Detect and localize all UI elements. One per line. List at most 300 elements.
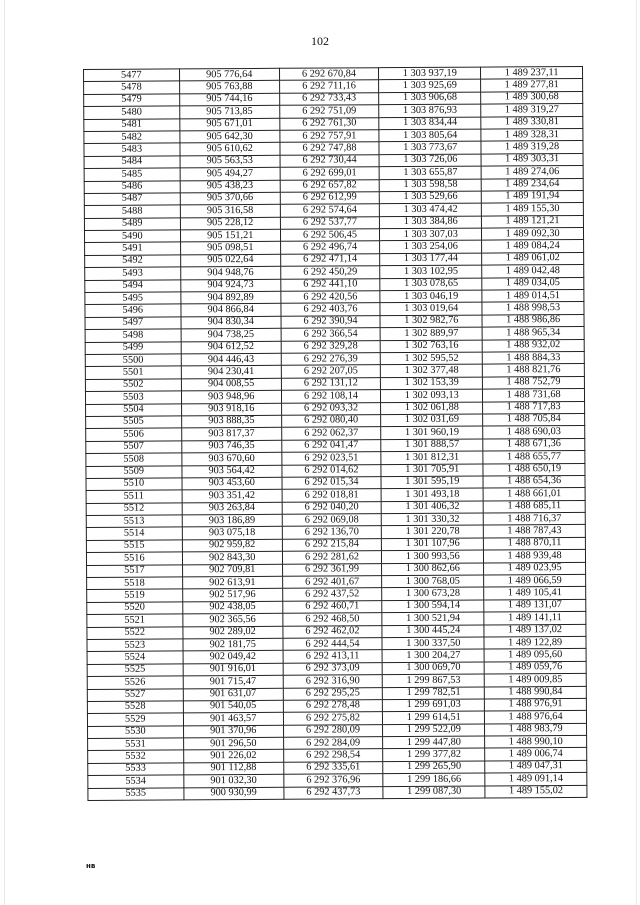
y-coordinate-cell: 6 292 023,51 (281, 452, 381, 465)
y2-coordinate-cell: 1 488 717,83 (483, 401, 585, 414)
x2-coordinate-cell: 1 303 906,68 (379, 92, 481, 105)
x2-coordinate-cell: 1 299 377,82 (383, 749, 485, 762)
x2-coordinate-cell: 1 300 204,27 (382, 649, 484, 662)
x2-coordinate-cell: 1 303 078,65 (380, 278, 482, 291)
y2-coordinate-cell: 1 488 787,43 (483, 525, 585, 538)
y-coordinate-cell: 6 292 136,70 (282, 526, 382, 539)
y2-coordinate-cell: 1 489 009,85 (484, 674, 586, 687)
y2-coordinate-cell: 1 488 870,11 (484, 537, 586, 550)
x2-coordinate-cell: 1 300 862,66 (382, 563, 484, 576)
x-coordinate-cell: 905 744,16 (179, 93, 279, 106)
y2-coordinate-cell: 1 489 237,11 (481, 66, 583, 79)
y-coordinate-cell: 6 292 080,40 (281, 415, 381, 428)
y2-coordinate-cell: 1 489 095,60 (484, 649, 586, 662)
point-number-cell: 5492 (85, 255, 181, 268)
point-number-cell: 5498 (85, 329, 181, 342)
y2-coordinate-cell: 1 489 141,11 (484, 612, 586, 625)
y-coordinate-cell: 6 292 471,14 (280, 254, 380, 267)
x-coordinate-cell: 902 843,30 (182, 552, 282, 565)
x-coordinate-cell: 901 540,05 (183, 700, 283, 713)
y-coordinate-cell: 6 292 574,64 (280, 204, 380, 217)
x-coordinate-cell: 904 866,84 (181, 304, 281, 317)
x-coordinate-cell: 905 563,53 (180, 155, 280, 168)
point-number-cell: 5533 (88, 763, 184, 776)
y-coordinate-cell: 6 292 373,09 (283, 662, 383, 675)
x2-coordinate-cell: 1 301 888,57 (381, 439, 483, 452)
y2-coordinate-cell: 1 489 137,02 (484, 624, 586, 637)
y-coordinate-cell: 6 292 093,32 (281, 402, 381, 415)
y2-coordinate-cell: 1 489 191,94 (481, 190, 583, 203)
x2-coordinate-cell: 1 299 265,90 (383, 761, 485, 774)
x-coordinate-cell: 901 370,96 (183, 725, 283, 738)
x2-coordinate-cell: 1 303 773,67 (379, 141, 481, 154)
point-number-cell: 5527 (87, 688, 183, 701)
y-coordinate-cell: 6 292 280,09 (283, 724, 383, 737)
x2-coordinate-cell: 1 299 447,80 (383, 736, 485, 749)
y-coordinate-cell: 6 292 420,56 (280, 291, 380, 304)
y2-coordinate-cell: 1 488 990,84 (484, 686, 586, 699)
y2-coordinate-cell: 1 489 319,28 (481, 141, 583, 154)
y2-coordinate-cell: 1 489 155,02 (485, 785, 587, 798)
x2-coordinate-cell: 1 303 598,58 (380, 179, 482, 192)
y2-coordinate-cell: 1 489 328,31 (481, 128, 583, 141)
point-number-cell: 5523 (87, 639, 183, 652)
y-coordinate-cell: 6 292 730,44 (280, 154, 380, 167)
x-coordinate-cell: 903 186,89 (182, 514, 282, 527)
y-coordinate-cell: 6 292 215,84 (282, 539, 382, 552)
x2-coordinate-cell: 1 303 726,06 (379, 154, 481, 167)
y-coordinate-cell: 6 292 018,81 (282, 489, 382, 502)
y-coordinate-cell: 6 292 757,91 (279, 130, 379, 143)
point-number-cell: 5514 (86, 527, 182, 540)
x-coordinate-cell: 905 642,30 (180, 130, 280, 143)
point-number-cell: 5479 (84, 94, 180, 107)
point-number-cell: 5524 (87, 651, 183, 664)
y2-coordinate-cell: 1 488 932,02 (482, 339, 584, 352)
x-coordinate-cell: 901 226,02 (183, 750, 283, 763)
x2-coordinate-cell: 1 300 993,56 (382, 550, 484, 563)
y-coordinate-cell: 6 292 390,94 (281, 316, 381, 329)
y2-coordinate-cell: 1 488 983,79 (485, 723, 587, 736)
point-number-cell: 5478 (84, 81, 180, 94)
y2-coordinate-cell: 1 488 976,91 (485, 698, 587, 711)
x2-coordinate-cell: 1 302 982,76 (380, 315, 482, 328)
point-number-cell: 5531 (88, 738, 184, 751)
x-coordinate-cell: 903 075,18 (182, 527, 282, 540)
y2-coordinate-cell: 1 489 105,41 (484, 587, 586, 600)
y-coordinate-cell: 6 292 460,71 (282, 600, 382, 613)
x-coordinate-cell: 905 228,12 (180, 217, 280, 230)
point-number-cell: 5484 (84, 156, 180, 169)
point-number-cell: 5512 (86, 503, 182, 516)
y2-coordinate-cell: 1 488 671,36 (483, 438, 585, 451)
y2-coordinate-cell: 1 489 300,68 (481, 91, 583, 104)
point-number-cell: 5491 (85, 242, 181, 255)
y-coordinate-cell: 6 292 281,62 (282, 551, 382, 564)
scan-edge-right (636, 0, 637, 905)
point-number-cell: 5526 (87, 676, 183, 689)
point-number-cell: 5504 (86, 403, 182, 416)
y2-coordinate-cell: 1 488 650,19 (483, 463, 585, 476)
y-coordinate-cell: 6 292 711,16 (279, 80, 379, 93)
y2-coordinate-cell: 1 488 690,03 (483, 426, 585, 439)
y2-coordinate-cell: 1 489 122,89 (484, 636, 586, 649)
y-coordinate-cell: 6 292 761,30 (279, 117, 379, 130)
y2-coordinate-cell: 1 489 155,30 (482, 203, 584, 216)
x-coordinate-cell: 903 263,84 (182, 502, 282, 515)
x-coordinate-cell: 903 746,35 (182, 440, 282, 453)
point-number-cell: 5519 (87, 589, 183, 602)
y2-coordinate-cell: 1 488 655,77 (483, 451, 585, 464)
y2-coordinate-cell: 1 488 705,84 (483, 413, 585, 426)
y2-coordinate-cell: 1 489 084,24 (482, 240, 584, 253)
x2-coordinate-cell: 1 301 812,31 (381, 451, 483, 464)
point-number-cell: 5509 (86, 465, 182, 478)
page-number: 102 (311, 34, 329, 48)
point-number-cell: 5510 (86, 478, 182, 491)
y-coordinate-cell: 6 292 069,08 (282, 514, 382, 527)
x2-coordinate-cell: 1 299 867,53 (383, 674, 485, 687)
x2-coordinate-cell: 1 299 087,30 (383, 786, 485, 799)
y2-coordinate-cell: 1 489 059,76 (484, 661, 586, 674)
point-number-cell: 5520 (87, 602, 183, 615)
y-coordinate-cell: 6 292 284,09 (283, 737, 383, 750)
y2-coordinate-cell: 1 489 319,27 (481, 104, 583, 117)
point-number-cell: 5500 (85, 354, 181, 367)
point-number-cell: 5532 (88, 750, 184, 763)
x2-coordinate-cell: 1 301 595,19 (381, 476, 483, 489)
x-coordinate-cell: 905 763,88 (179, 81, 279, 94)
y2-coordinate-cell: 1 489 121,21 (482, 215, 584, 228)
point-number-cell: 5515 (86, 540, 182, 553)
y2-coordinate-cell: 1 488 752,79 (483, 376, 585, 389)
y-coordinate-cell: 6 292 207,05 (281, 365, 381, 378)
y2-coordinate-cell: 1 489 066,59 (484, 574, 586, 587)
x2-coordinate-cell: 1 303 655,87 (379, 166, 481, 179)
x-coordinate-cell: 905 370,66 (180, 192, 280, 205)
x-coordinate-cell: 904 612,52 (181, 341, 281, 354)
x-coordinate-cell: 903 670,60 (182, 452, 282, 465)
y-coordinate-cell: 6 292 699,01 (280, 167, 380, 180)
x-coordinate-cell: 901 296,50 (183, 737, 283, 750)
x-coordinate-cell: 903 888,35 (181, 415, 281, 428)
point-number-cell: 5501 (85, 366, 181, 379)
point-number-cell: 5488 (84, 205, 180, 218)
y-coordinate-cell: 6 292 751,09 (279, 105, 379, 118)
y-coordinate-cell: 6 292 014,62 (282, 464, 382, 477)
y2-coordinate-cell: 1 489 274,06 (481, 166, 583, 179)
point-number-cell: 5502 (85, 379, 181, 392)
point-number-cell: 5525 (87, 664, 183, 677)
y2-coordinate-cell: 1 488 939,48 (484, 550, 586, 563)
x-coordinate-cell: 903 351,42 (182, 490, 282, 503)
y-coordinate-cell: 6 292 041,47 (281, 439, 381, 452)
x-coordinate-cell: 904 230,41 (181, 366, 281, 379)
point-number-cell: 5496 (85, 304, 181, 317)
y-coordinate-cell: 6 292 298,54 (283, 749, 383, 762)
y2-coordinate-cell: 1 489 006,74 (485, 748, 587, 761)
x2-coordinate-cell: 1 299 522,09 (383, 724, 485, 737)
y2-coordinate-cell: 1 488 654,36 (483, 475, 585, 488)
y-coordinate-cell: 6 292 437,73 (283, 786, 383, 799)
x2-coordinate-cell: 1 300 069,70 (383, 662, 485, 675)
x2-coordinate-cell: 1 302 889,97 (380, 327, 482, 340)
y-coordinate-cell: 6 292 441,10 (280, 278, 380, 291)
point-number-cell: 5530 (88, 726, 184, 739)
point-number-cell: 5535 (88, 788, 184, 801)
x2-coordinate-cell: 1 300 673,28 (382, 587, 484, 600)
x2-coordinate-cell: 1 301 107,96 (382, 538, 484, 551)
y-coordinate-cell: 6 292 062,37 (281, 427, 381, 440)
y2-coordinate-cell: 1 489 034,05 (482, 277, 584, 290)
x-coordinate-cell: 904 892,89 (181, 291, 281, 304)
x-coordinate-cell: 902 959,82 (182, 539, 282, 552)
y-coordinate-cell: 6 292 108,14 (281, 390, 381, 403)
point-number-cell: 5482 (84, 131, 180, 144)
x2-coordinate-cell: 1 300 337,50 (382, 637, 484, 650)
x2-coordinate-cell: 1 301 330,32 (382, 513, 484, 526)
y2-coordinate-cell: 1 488 821,76 (482, 364, 584, 377)
y-coordinate-cell: 6 292 462,02 (282, 625, 382, 638)
x-coordinate-cell: 902 709,81 (182, 564, 282, 577)
x2-coordinate-cell: 1 299 186,66 (383, 773, 485, 786)
footer-mark: нв (86, 862, 96, 870)
x-coordinate-cell: 901 463,57 (183, 713, 283, 726)
y-coordinate-cell: 6 292 316,90 (283, 675, 383, 688)
x2-coordinate-cell: 1 303 102,95 (380, 265, 482, 278)
x-coordinate-cell: 905 098,51 (180, 242, 280, 255)
point-number-cell: 5508 (86, 453, 182, 466)
x2-coordinate-cell: 1 301 960,19 (381, 426, 483, 439)
x2-coordinate-cell: 1 302 093,13 (381, 389, 483, 402)
y-coordinate-cell: 6 292 612,99 (280, 192, 380, 205)
y2-coordinate-cell: 1 488 998,53 (482, 302, 584, 315)
y2-coordinate-cell: 1 489 014,51 (482, 289, 584, 302)
x-coordinate-cell: 905 713,85 (180, 105, 280, 118)
y-coordinate-cell: 6 292 401,67 (282, 576, 382, 589)
x-coordinate-cell: 905 494,27 (180, 167, 280, 180)
x2-coordinate-cell: 1 300 521,94 (382, 612, 484, 625)
y-coordinate-cell: 6 292 276,39 (281, 353, 381, 366)
coordinates-table-body (84, 66, 587, 800)
x2-coordinate-cell: 1 301 493,18 (381, 488, 483, 501)
point-number-cell: 5494 (85, 280, 181, 293)
point-number-cell: 5513 (86, 515, 182, 528)
point-number-cell: 5534 (88, 775, 184, 788)
y2-coordinate-cell: 1 489 061,02 (482, 252, 584, 265)
point-number-cell: 5529 (87, 713, 183, 726)
x-coordinate-cell: 905 316,58 (180, 205, 280, 218)
x2-coordinate-cell: 1 302 153,39 (381, 377, 483, 390)
point-number-cell: 5489 (84, 218, 180, 231)
x-coordinate-cell: 902 181,75 (183, 638, 283, 651)
point-number-cell: 5486 (84, 180, 180, 193)
point-number-cell: 5483 (84, 143, 180, 156)
x2-coordinate-cell: 1 303 925,69 (379, 79, 481, 92)
point-number-cell: 5507 (86, 441, 182, 454)
x-coordinate-cell: 901 631,07 (183, 688, 283, 701)
point-number-cell: 5477 (84, 69, 180, 82)
x2-coordinate-cell: 1 303 474,42 (380, 203, 482, 216)
y-coordinate-cell: 6 292 670,84 (279, 68, 379, 81)
y2-coordinate-cell: 1 488 884,33 (482, 351, 584, 364)
y2-coordinate-cell: 1 488 685,11 (483, 500, 585, 513)
y-coordinate-cell: 6 292 275,82 (283, 712, 383, 725)
y2-coordinate-cell: 1 489 092,30 (482, 228, 584, 241)
x-coordinate-cell: 903 817,37 (182, 428, 282, 441)
point-number-cell: 5487 (84, 193, 180, 206)
point-number-cell: 5521 (87, 614, 183, 627)
x2-coordinate-cell: 1 301 220,78 (382, 526, 484, 539)
x2-coordinate-cell: 1 303 529,66 (380, 191, 482, 204)
y-coordinate-cell: 6 292 413,11 (283, 650, 383, 663)
y-coordinate-cell: 6 292 040,20 (282, 501, 382, 514)
point-number-cell: 5511 (86, 490, 182, 503)
x-coordinate-cell: 904 924,73 (181, 279, 281, 292)
x2-coordinate-cell: 1 302 763,16 (381, 340, 483, 353)
x2-coordinate-cell: 1 300 594,14 (382, 600, 484, 613)
y-coordinate-cell: 6 292 468,50 (282, 613, 382, 626)
point-number-cell: 5517 (87, 565, 183, 578)
y2-coordinate-cell: 1 489 330,81 (481, 116, 583, 129)
point-number-cell: 5481 (84, 118, 180, 131)
x2-coordinate-cell: 1 302 061,88 (381, 402, 483, 415)
y-coordinate-cell: 6 292 361,99 (282, 563, 382, 576)
y-coordinate-cell: 6 292 747,88 (280, 142, 380, 155)
y2-coordinate-cell: 1 488 965,34 (482, 327, 584, 340)
point-number-cell: 5503 (85, 391, 181, 404)
point-number-cell: 5518 (87, 577, 183, 590)
x2-coordinate-cell: 1 303 177,44 (380, 253, 482, 266)
y-coordinate-cell: 6 292 329,28 (281, 340, 381, 353)
x-coordinate-cell: 905 610,62 (180, 143, 280, 156)
x2-coordinate-cell: 1 303 254,06 (380, 241, 482, 254)
point-number-cell: 5485 (84, 168, 180, 181)
y2-coordinate-cell: 1 489 047,31 (485, 760, 587, 773)
y2-coordinate-cell: 1 488 731,68 (483, 389, 585, 402)
y2-coordinate-cell: 1 489 234,64 (481, 178, 583, 191)
y2-coordinate-cell: 1 489 131,07 (484, 599, 586, 612)
x-coordinate-cell: 904 738,25 (181, 329, 281, 342)
x-coordinate-cell: 905 776,64 (179, 68, 279, 81)
x2-coordinate-cell: 1 301 705,91 (381, 464, 483, 477)
y-coordinate-cell: 6 292 506,45 (280, 229, 380, 242)
y-coordinate-cell: 6 292 278,48 (283, 700, 383, 713)
y-coordinate-cell: 6 292 376,96 (283, 774, 383, 787)
x-coordinate-cell: 901 916,01 (183, 663, 283, 676)
x-coordinate-cell: 901 112,88 (184, 762, 284, 775)
x-coordinate-cell: 904 008,55 (181, 378, 281, 391)
x-coordinate-cell: 905 438,23 (180, 180, 280, 193)
x2-coordinate-cell: 1 303 384,86 (380, 216, 482, 229)
x-coordinate-cell: 904 830,34 (181, 316, 281, 329)
point-number-cell: 5506 (86, 428, 182, 441)
y-coordinate-cell: 6 292 496,74 (280, 241, 380, 254)
x-coordinate-cell: 902 289,02 (183, 626, 283, 639)
x-coordinate-cell: 903 948,96 (181, 390, 281, 403)
x-coordinate-cell: 905 022,64 (180, 254, 280, 267)
y2-coordinate-cell: 1 488 661,01 (483, 488, 585, 501)
y-coordinate-cell: 6 292 403,76 (281, 303, 381, 316)
point-number-cell: 5493 (85, 267, 181, 280)
x-coordinate-cell: 905 151,21 (180, 229, 280, 242)
x2-coordinate-cell: 1 300 445,24 (382, 625, 484, 638)
x-coordinate-cell: 904 948,76 (181, 267, 281, 280)
x2-coordinate-cell: 1 303 046,19 (380, 290, 482, 303)
x-coordinate-cell: 902 049,42 (183, 651, 283, 664)
x-coordinate-cell: 900 930,99 (184, 787, 284, 800)
x2-coordinate-cell: 1 299 691,03 (383, 699, 485, 712)
x2-coordinate-cell: 1 303 834,44 (379, 117, 481, 130)
point-number-cell: 5490 (84, 230, 180, 243)
point-number-cell: 5495 (85, 292, 181, 305)
x2-coordinate-cell: 1 303 307,03 (380, 228, 482, 241)
y-coordinate-cell: 6 292 444,54 (283, 638, 383, 651)
x2-coordinate-cell: 1 302 377,48 (381, 364, 483, 377)
y2-coordinate-cell: 1 489 023,95 (484, 562, 586, 575)
y2-coordinate-cell: 1 489 303,31 (481, 153, 583, 166)
y-coordinate-cell: 6 292 335,61 (283, 762, 383, 775)
x2-coordinate-cell: 1 303 937,19 (379, 67, 481, 80)
x-coordinate-cell: 901 715,47 (183, 675, 283, 688)
x-coordinate-cell: 901 032,30 (184, 775, 284, 788)
y2-coordinate-cell: 1 488 976,64 (485, 711, 587, 724)
point-number-cell: 5480 (84, 106, 180, 119)
y2-coordinate-cell: 1 489 042,48 (482, 265, 584, 278)
x2-coordinate-cell: 1 302 595,52 (381, 352, 483, 365)
x2-coordinate-cell: 1 303 019,64 (380, 302, 482, 315)
x2-coordinate-cell: 1 300 768,05 (382, 575, 484, 588)
y-coordinate-cell: 6 292 450,29 (280, 266, 380, 279)
point-number-cell: 5497 (85, 317, 181, 330)
y-coordinate-cell: 6 292 437,52 (282, 588, 382, 601)
y-coordinate-cell: 6 292 295,25 (283, 687, 383, 700)
x-coordinate-cell: 903 453,60 (182, 477, 282, 490)
x-coordinate-cell: 902 517,96 (183, 589, 283, 602)
x2-coordinate-cell: 1 303 805,64 (379, 129, 481, 142)
y-coordinate-cell: 6 292 015,34 (282, 477, 382, 490)
point-number-cell: 5516 (86, 552, 182, 565)
table-row (88, 785, 587, 800)
x-coordinate-cell: 902 365,56 (183, 613, 283, 626)
y-coordinate-cell: 6 292 733,43 (279, 92, 379, 105)
x-coordinate-cell: 903 918,16 (181, 403, 281, 416)
point-number-cell: 5499 (85, 342, 181, 355)
y2-coordinate-cell: 1 489 277,81 (481, 79, 583, 92)
x-coordinate-cell: 902 613,91 (182, 576, 282, 589)
y2-coordinate-cell: 1 488 986,86 (482, 314, 584, 327)
point-number-cell: 5522 (87, 626, 183, 639)
x2-coordinate-cell: 1 303 876,93 (379, 104, 481, 117)
y2-coordinate-cell: 1 488 990,10 (485, 736, 587, 749)
x-coordinate-cell: 903 564,42 (182, 465, 282, 478)
x2-coordinate-cell: 1 302 031,69 (381, 414, 483, 427)
x-coordinate-cell: 904 446,43 (181, 353, 281, 366)
x-coordinate-cell: 905 671,01 (180, 118, 280, 131)
point-number-cell: 5505 (86, 416, 182, 429)
y2-coordinate-cell: 1 488 716,37 (483, 513, 585, 526)
x-coordinate-cell: 902 438,05 (183, 601, 283, 614)
y-coordinate-cell: 6 292 657,82 (280, 179, 380, 192)
x2-coordinate-cell: 1 301 406,32 (382, 501, 484, 514)
coordinates-table (83, 66, 587, 801)
y2-coordinate-cell: 1 489 091,14 (485, 773, 587, 786)
y-coordinate-cell: 6 292 537,77 (280, 216, 380, 229)
y-coordinate-cell: 6 292 131,12 (281, 377, 381, 390)
x2-coordinate-cell: 1 299 614,51 (383, 711, 485, 724)
y-coordinate-cell: 6 292 366,54 (281, 328, 381, 341)
x2-coordinate-cell: 1 299 782,51 (383, 687, 485, 700)
